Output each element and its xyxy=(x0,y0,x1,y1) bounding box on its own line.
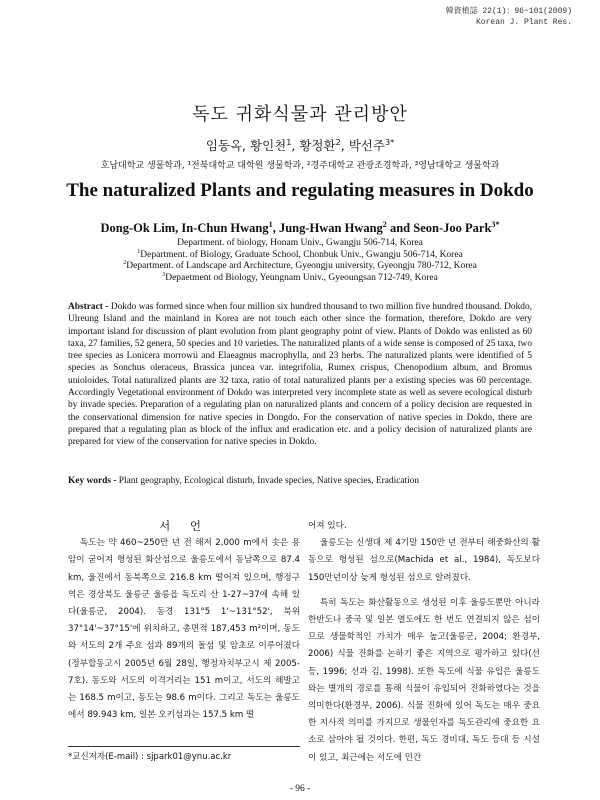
english-affiliations xyxy=(0,238,600,284)
english-title: The naturalized Plants and regulating measures in Dokdo xyxy=(66,180,534,201)
korean-author: 박선주 xyxy=(348,138,385,153)
korean-affiliations: 호남대학교 생물학과, ¹전북대학교 대학원 생물학과, ²경주대학교 관광조경학과, ³영남대학교 생물학과 xyxy=(100,161,500,171)
section-heading: 서 언 xyxy=(159,519,209,533)
abstract xyxy=(68,301,532,449)
korean-title: 독도 귀화식물과 관리방안 xyxy=(192,104,408,125)
korean-author: 황정환 xyxy=(299,138,336,153)
body-column-left xyxy=(68,518,300,724)
korean-authors: 임동옥, 황인천$^1$, 황정환$^2$, 박선주$^{3*}$ xyxy=(205,136,395,153)
english-author: Dong-Ok Lim xyxy=(100,221,176,235)
body-paragraph: 어져 있다. xyxy=(308,521,347,531)
journal-citation-english: Korean J. Plant Res. xyxy=(475,18,572,27)
english-authors: Dong-Ok Lim, In-Chun Hwang$^1$, Jung-Hwan Hwang$^2$ and Seon-Joo Park$^{3*}$ xyxy=(100,219,500,235)
keywords-text: Plant geography, Ecological disturb, Invade species, Native species, Eradication xyxy=(116,476,420,486)
body-column-right xyxy=(308,518,540,767)
english-author: Jung-Hwan Hwang xyxy=(278,221,383,235)
english-author: Seon-Joo Park xyxy=(413,221,492,235)
body-paragraph: 울릉도는 신생대 제 4기말 150만 년 전부터 해중화산의 활동으로 형성된 섬으로(Machida et al., 1984), 독도보다 150만년이상 늦게 형성된 섬으로 알려졌다. xyxy=(308,538,540,583)
journal-citation-korean: 韓資植誌 22(1)：96~101(2009) xyxy=(445,7,572,16)
affiliation-line: $^2$Department. of Landscape ard Architecture, Gyeongju university, Gyeongju 780-712, Korea xyxy=(123,259,477,271)
affiliation-line: $^1$Department. of Biology, Graduate School, Chonbuk Univ., Gwangju 506-714, Korea xyxy=(137,248,463,260)
keywords xyxy=(68,476,532,486)
affiliation-line: $^3$Depaetment od Biology, Yeungnam Univ., Gyeoungsan 712-749, Korea xyxy=(162,271,438,283)
body-paragraph: 특히 독도는 화산활동으로 생성된 이후 울릉도뿐만 아니라 한반도나 중국 및 일본 열도에도 한 번도 연결되지 않은 섬이므로 생물학적인 가치가 매우 높고(울릉군, 2004; 환경부, 2006) 식물 진화를 논하기 좋은 지역으로 평가하고 있다(선 등, 1996; 선과 김, 1998). 또한 독도에 식물 유입은 울릉도와는 별개의 경로를 통해 식물이 유입되어 진화하였다는 것을 의미한다(환경부, 2006). 식물 진화에 있어 독도는 매우 중요한 지사적 의미를 가지므로 생물인자를 독도관리에 중요한 요소로 삼아야 될 것이다. 한편, 독도 경비대, 독도 등대 등 시설이 있고, 최근에는 서도에 민간 xyxy=(308,597,540,763)
korean-author: 황인천 xyxy=(250,138,287,153)
abstract-text: Dokdo was formed since when four million six hundred thousand to two million five hundred thousand. Dokdo, Ulreung Island and the mainland in Korea are not touch each other since the formation, therefore, Dokdo are very important island for discussion of plant evolution from plant geography point of view. Plants of Dokdo was enlisted as 60 taxa, 27 families, 52 genera, 50 species and 10 varieties. The naturalized plants of a wide sense is composed of 25 taxa, two tree species as Lonicera morrowii and Elaeagnus macrophylla, and 23 herbs. The naturalized plants were identified of 5 species as Sonchus oleraceus, Brassica juncea var. integrifolia, Rumex crispus, Chenopodium album, and Bromus unioloides. Total naturalized plants are 32 taxa, ratio of total naturalized plants per a existing species was 60 percentage. Accordingly Vegetational environment of Dokdo was interpreted very incomplete state as well as severe ecological disturb by invade species. Preparation of a regulating plan on naturalized plants and concern of a policy decision are requested in the conservational dimension for native species in Dongdo. For the conservation of native species in Dokdo, there are prepared that a regulating plan as block of the influx and eradication etc. and a policy decision of naturalized plants are prepared for view of the conservation for native species in Dokdo. xyxy=(68,302,533,448)
korean-author: 임동옥 xyxy=(205,138,243,153)
journal-citation xyxy=(446,6,572,28)
english-author: In-Chun Hwang xyxy=(181,221,269,235)
body-paragraph: 독도는 약 460~250만 년 전 해저 2,000 m에서 솟은 용암이 굳어져 형성된 화산섬으로 울릉도에서 동남쪽으로 87.4 km, 울진에서 동북쪽으로 216.8 km 떨어져 있으며, 행정구역은 경상북도 울릉군 울릉읍 독도리 산 1-27~37에 속해 있다(울릉군, 2004). 동경 131°5 1'~131°52', 북위 37°14'~37°15'에 위치하고, 총면적 187,453 m²이며, 동도와 서도의 2개 주요 섬과 89개의 돌섬 및 암초로 이루어졌다(정부합동고시 2005년 6월 28일, 행정자치부고시 제 2005-7호). 동도와 서도의 이격거리는 151 m이고, 서도의 해발고는 168.5 m이고, 동도는 98.6 m이다. 그리고 독도는 울릉도에서 89.943 km, 일본 오키섬과는 157.5 km 떨 xyxy=(68,538,300,721)
abstract-label: Abstract - xyxy=(68,302,109,312)
keywords-label: Key words - xyxy=(68,476,117,486)
corresponding-author-footnote: *교신저자(E-mail) : sjpark01@ynu.ac.kr xyxy=(68,746,300,762)
page-number: - 96 - xyxy=(289,784,311,794)
affiliation-line: Department. of biology, Honam Univ., Gwangju 506-714, Korea xyxy=(177,238,423,248)
